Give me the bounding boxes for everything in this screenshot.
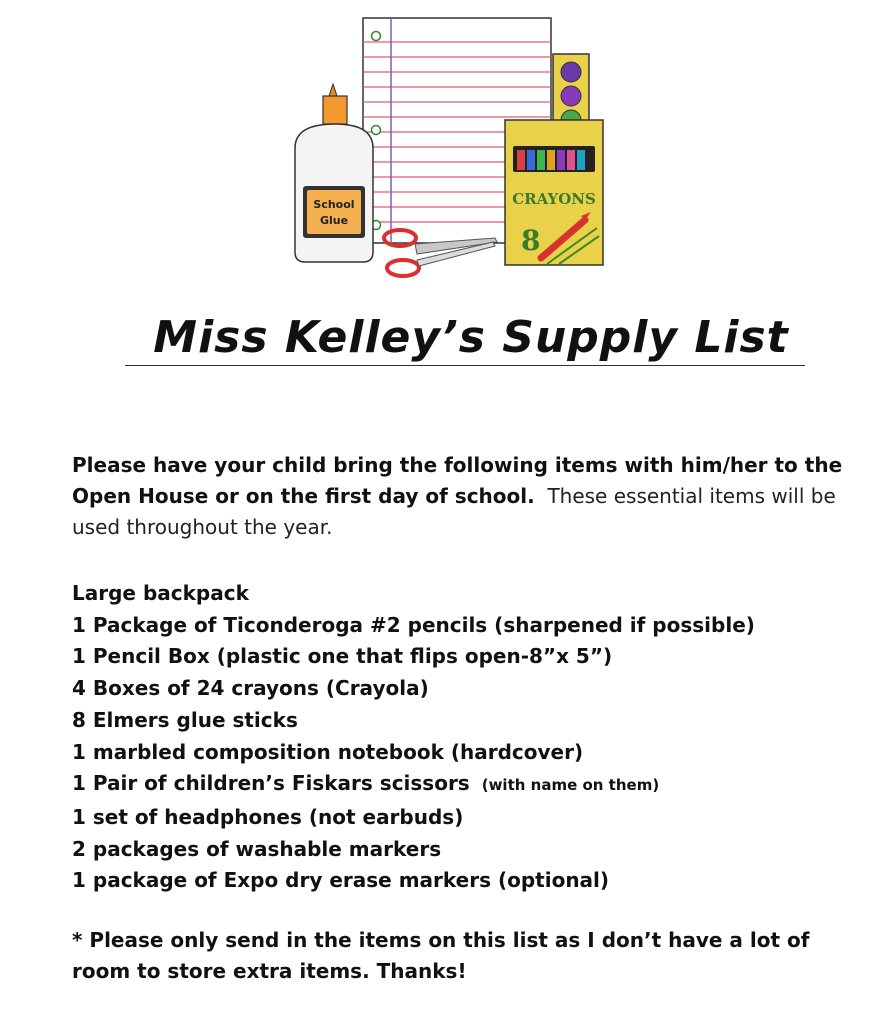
item-text: 8 Elmers glue sticks: [72, 707, 298, 732]
item-text: 1 Pencil Box (plastic one that flips open-8”x 5”): [72, 644, 613, 669]
list-item: [72, 673, 872, 705]
list-item: [72, 641, 872, 673]
glue-bottle-image: [295, 84, 373, 262]
list-item: [72, 578, 872, 610]
item-text: Large backpack: [72, 581, 249, 605]
footer-note: * Please only send in the items on this list as I don’t have a lot of room to store extra items. Thanks!: [72, 928, 810, 983]
glue-label-line2: Glue: [319, 214, 349, 227]
intro-normal-text: These essential items will be used throughout the year.: [72, 484, 836, 539]
intro-bold-text: Please have your child bring the following items with him/her to the Open House or on the first day of school.: [72, 453, 843, 508]
list-item: [72, 802, 872, 834]
item-text: 1 Package of Ticonderoga #2 pencils (sharpened if possible): [72, 612, 755, 637]
title-underline: [125, 312, 805, 366]
item-text: 4 Boxes of 24 crayons (Crayola): [72, 676, 429, 701]
item-text: 1 marbled composition notebook (hardcover): [72, 739, 584, 764]
list-item: [72, 737, 872, 769]
list-item: [72, 610, 872, 642]
intro-paragraph: [72, 450, 872, 543]
item-text: 2 packages of washable markers: [72, 836, 442, 861]
crayons-label: CRAYONS: [512, 190, 596, 208]
item-text: 1 package of Expo dry erase markers (optional): [72, 868, 610, 893]
item-text: 1 set of headphones (not earbuds): [72, 804, 464, 829]
list-item: [72, 834, 872, 866]
list-item: [72, 705, 872, 737]
crayon-box-image: [505, 120, 603, 265]
item-note: (with name on them): [481, 776, 660, 795]
list-item: [72, 865, 872, 897]
glue-label-line1: School: [313, 198, 355, 211]
supply-list: [72, 578, 872, 897]
page-title: Miss Kelley’s Supply List: [153, 312, 789, 363]
crayons-count: 8: [521, 224, 541, 257]
school-supplies-clipart: [285, 10, 615, 290]
list-item: [72, 768, 872, 802]
item-text: 1 Pair of children’s Fiskars scissors: [72, 771, 470, 796]
